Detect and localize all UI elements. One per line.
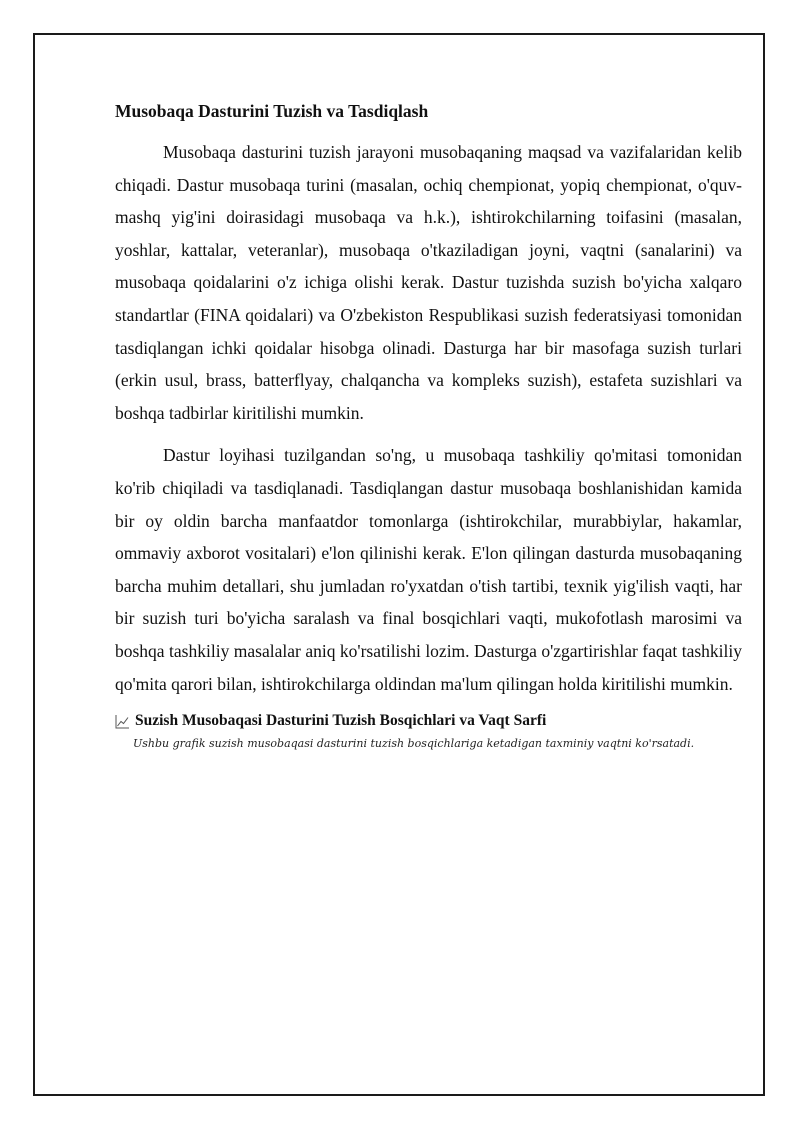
figure-caption: Ushbu grafik suzish musobaqasi dasturini tuzish bosqichlariga ketadigan taxminiy vaqtni ko'rsatadi. [133, 737, 695, 751]
figure-title-row [115, 710, 742, 732]
document-body [115, 98, 742, 752]
figure-title: Suzish Musobaqasi Dasturini Tuzish Bosqichlari va Vaqt Sarfi [135, 712, 547, 730]
chart-line-icon [115, 714, 130, 729]
section-title: Musobaqa Dasturini Tuzish va Tasdiqlash [115, 101, 429, 121]
paragraph-1: Musobaqa dasturini tuzish jarayoni musobaqaning maqsad va vazifalaridan kelib chiqadi. Dastur musobaqa turini (masalan, ochiq chempionat, yopiq chempionat, o'quv-mashq yig'ini doirasidagi musobaqa va h.k.), ishtirokchilarning toifasini (masalan, yoshlar, kattalar, veteranlar), musobaqa o'tkaziladigan joyni, vaqtni (sanalarini) va musobaqa qoidalarini o'z ichiga olishi kerak. Dastur tuzishda suzish bo'yicha xalqaro standartlar (FINA qoidalari) va O'zbekiston Respublikasi suzish federatsiyasi tomonidan tasdiqlangan ichki qoidalar hisobga olinadi. Dasturga har bir masofaga suzish turlari (erkin usul, brass, batterflyay, chalqancha va kompleks suzish), estafeta suzishlari va boshqa tadbirlar kiritilishi mumkin. [115, 142, 742, 423]
figure-block [115, 710, 742, 752]
paragraph-2: Dastur loyihasi tuzilgandan so'ng, u musobaqa tashkiliy qo'mitasi tomonidan ko'rib chiqiladi va tasdiqlanadi. Tasdiqlangan dastur musobaqa boshlanishidan kamida bir oy oldin barcha manfaatdor tomonlarga (ishtirokchilar, murabbiylar, hakamlar, ommaviy axborot vositalari) e'lon qilinishi kerak. E'lon qilingan dasturda musobaqaning barcha muhim detallari, shu jumladan ro'yxatdan o'tish tartibi, texnik yig'ilish vaqti, har bir suzish turi bo'yicha saralash va final bosqichlari vaqti, mukofotlash marosimi va boshqa tashkiliy masalalar aniq ko'rsatilishi lozim. Dasturga o'zgartirishlar faqat tashkiliy qo'mita qarori bilan, ishtirokchilarga oldindan ma'lum qilingan holda kiritilishi mumkin. [115, 445, 742, 694]
